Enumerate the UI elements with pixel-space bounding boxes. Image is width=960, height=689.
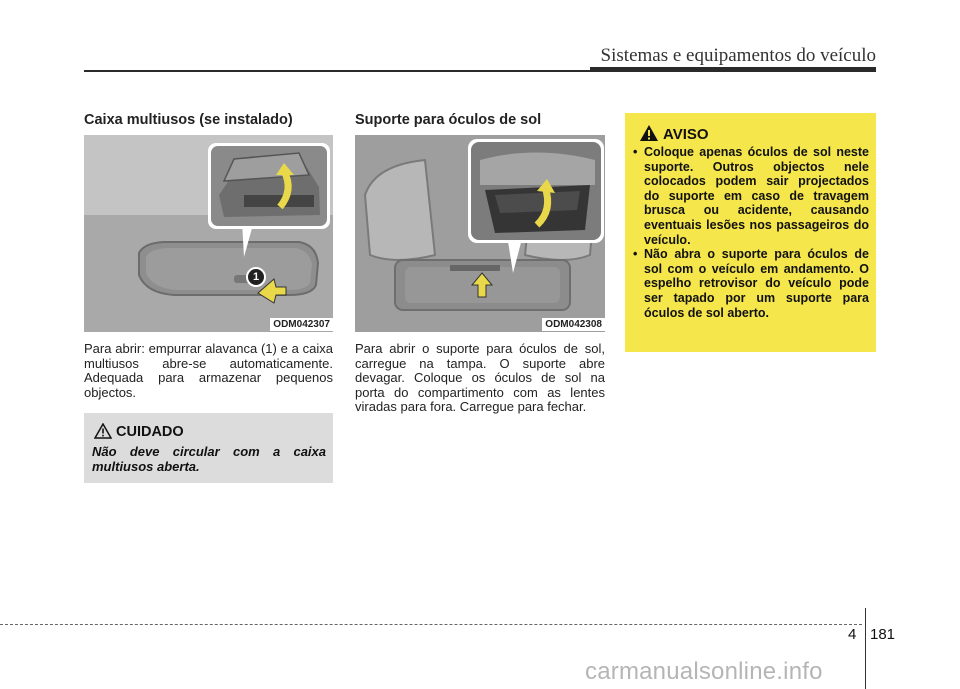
footer-dotted-rule <box>0 624 862 625</box>
sunglass-holder-heading: Suporte para óculos de sol <box>355 112 542 128</box>
page-header-title: Sistemas e equipamentos do veículo <box>600 45 876 66</box>
image-caption: ODM042307 <box>270 318 333 331</box>
multi-box-body: Para abrir: empurrar alavanca (1) e a caixa multiusos abre-se automaticamente. Adequada para armazenar pequenos objectos. <box>84 341 333 400</box>
sunglass-holder-illustration <box>355 135 605 332</box>
multi-box-photo <box>84 135 333 332</box>
warning-item: • Coloque apenas óculos de sol neste suporte. Outros objectos nele colocados podem sair projectados do suporte em caso de travagem brusca ou acidente, causando eventuais lesões nos passageiros do veículo. <box>633 145 869 247</box>
warning-triangle-icon <box>639 124 659 142</box>
caution-title: CUIDADO <box>116 424 184 440</box>
warning-triangle-icon <box>94 423 112 439</box>
footer-separator <box>865 608 866 689</box>
multi-box-heading: Caixa multiusos (se instalado) <box>84 112 293 128</box>
warning-title: AVISO <box>663 126 709 143</box>
chapter-number: 4 <box>848 626 857 643</box>
caution-box <box>84 413 333 483</box>
caution-text: Não deve circular com a caixa multiusos aberta. <box>92 444 326 474</box>
header-tab-bar <box>590 67 876 72</box>
page-number: 181 <box>870 626 896 643</box>
sunglass-holder-body: Para abrir o suporte para óculos de sol, carregue na tampa. O suporte abre devagar. Coloque os óculos de sol na porta do compartimento com as lentes viradas para fora. Carregue para fechar. <box>355 341 605 415</box>
warning-list <box>633 145 869 320</box>
warning-box <box>625 113 876 352</box>
sunglass-holder-photo <box>355 135 605 332</box>
image-caption: ODM042308 <box>542 318 605 331</box>
watermark: carmanualsonline.info <box>585 658 823 685</box>
warning-item: • Não abra o suporte para óculos de sol com o veículo em andamento. O espelho retrovisor do veículo pode ser tapado por um suporte para óculos de sol aberto. <box>633 247 869 320</box>
multi-box-illustration <box>84 135 333 332</box>
callout-number-badge: 1 <box>246 267 266 287</box>
